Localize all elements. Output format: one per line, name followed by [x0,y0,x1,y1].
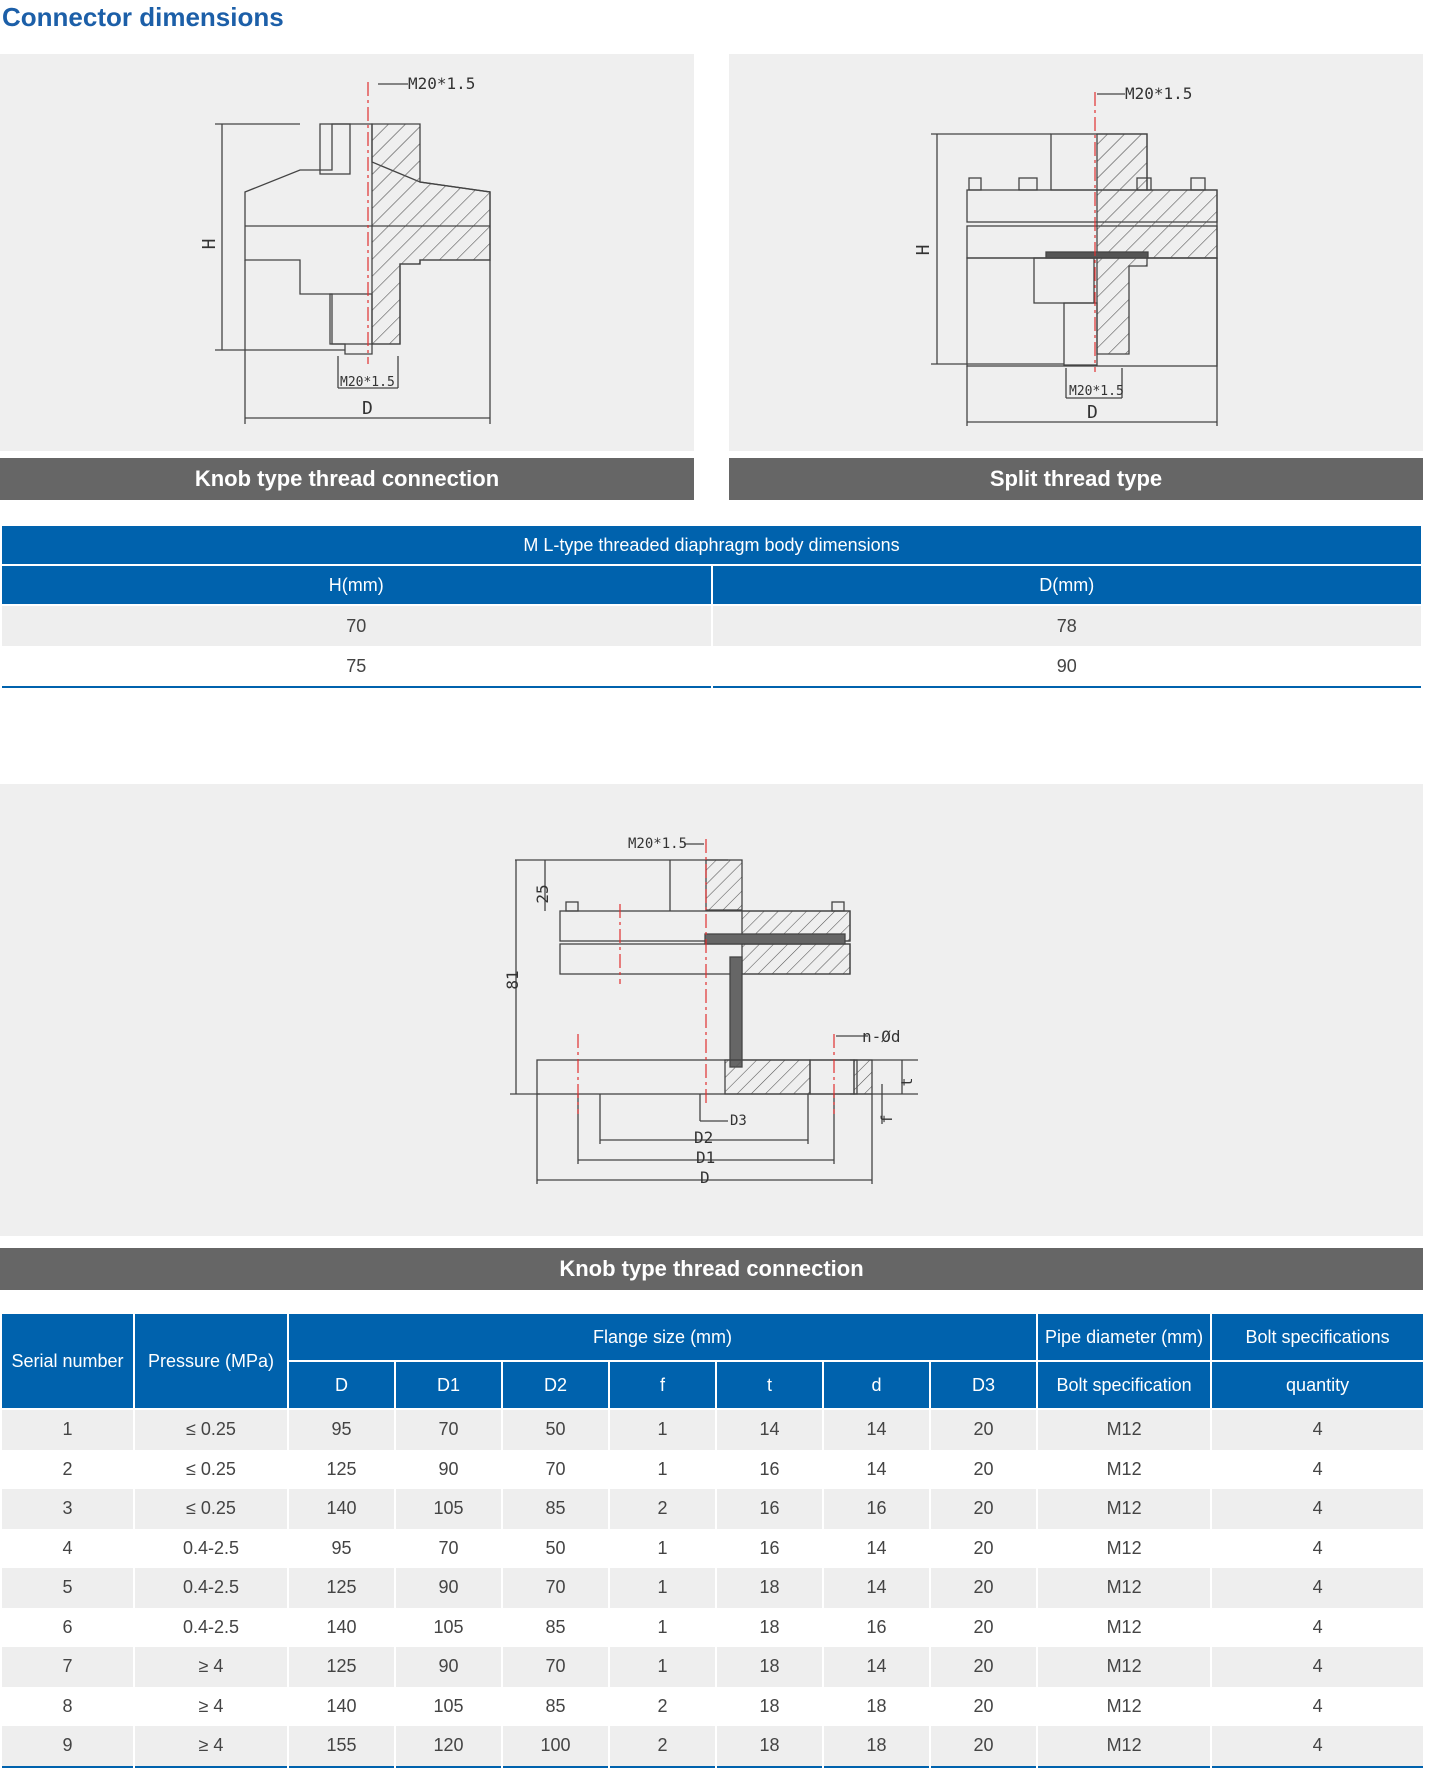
table-cell: 105 [395,1489,502,1529]
table-cell: 75 [1,646,712,687]
table-cell: 6 [1,1608,134,1648]
table-cell: ≤ 0.25 [134,1489,288,1529]
fig1-caption: Knob type thread connection [0,458,694,500]
table-cell: 20 [930,1726,1037,1767]
figure-knob-thread [0,54,694,451]
table-row [1,646,1422,687]
table-cell: 14 [823,1647,930,1687]
figure-flange-connection [0,784,1423,1236]
fig3-n-d-label: n-Ød [862,1027,901,1046]
table-cell: 1 [609,1409,716,1450]
table-cell: 1 [609,1608,716,1648]
table-cell: 90 [712,646,1423,687]
flange-size-table [0,1312,1425,1768]
table-cell: 20 [930,1647,1037,1687]
table-cell: 4 [1,1529,134,1569]
table-cell: ≥ 4 [134,1687,288,1727]
header-d: D [288,1361,395,1409]
table-cell: 14 [823,1409,930,1450]
table-cell: M12 [1037,1529,1211,1569]
fig1-h-label: H [199,238,220,250]
fig3-f-label: f [878,1114,896,1124]
table-cell: M12 [1037,1647,1211,1687]
header-d1: D1 [395,1361,502,1409]
table-cell: 70 [395,1529,502,1569]
table-cell: M12 [1037,1568,1211,1608]
table-cell: 18 [716,1687,823,1727]
table-cell: 140 [288,1489,395,1529]
table-cell: 125 [288,1647,395,1687]
table-cell: 4 [1211,1409,1424,1450]
table-cell: 105 [395,1608,502,1648]
table-cell: 140 [288,1687,395,1727]
table-cell: 85 [502,1608,609,1648]
fig3-dim-25: 25 [533,884,552,904]
fig1-d-label: D [362,398,373,419]
table-cell: 18 [823,1687,930,1727]
header-serial: Serial number [1,1313,134,1409]
fig2-h-label: H [913,244,934,256]
table-cell: 16 [716,1450,823,1490]
table-cell: M12 [1037,1409,1211,1450]
table-cell: 14 [823,1568,930,1608]
table-cell: 20 [930,1608,1037,1648]
header-d3: D3 [930,1361,1037,1409]
table-cell: 90 [395,1450,502,1490]
table-cell: ≥ 4 [134,1726,288,1767]
table-cell: 7 [1,1647,134,1687]
table-cell: 70 [395,1409,502,1450]
table-cell: 120 [395,1726,502,1767]
table-cell: M12 [1037,1489,1211,1529]
table-cell: 4 [1211,1647,1424,1687]
table-cell: 14 [823,1450,930,1490]
table-cell: 125 [288,1450,395,1490]
table-row [1,1529,1424,1569]
header-pressure: Pressure (MPa) [134,1313,288,1409]
page-title: Connector dimensions [2,2,284,32]
flange-table-body [1,1409,1424,1767]
table-cell: 50 [502,1409,609,1450]
table-cell: M12 [1037,1608,1211,1648]
header-flange: Flange size (mm) [288,1313,1037,1361]
table-cell: 1 [609,1568,716,1608]
table-cell: 78 [712,605,1423,646]
table-cell: 20 [930,1529,1037,1569]
fig3-t-label: t [898,1077,916,1087]
table-cell: 18 [716,1647,823,1687]
table-cell: 70 [502,1647,609,1687]
table-cell: 16 [823,1608,930,1648]
fig3-d-label: D [700,1168,710,1187]
header-f: f [609,1361,716,1409]
figure-split-thread [729,54,1423,451]
table-cell: 2 [609,1726,716,1767]
table-cell: 18 [823,1726,930,1767]
table1-header-h: H(mm) [1,565,712,605]
table-row [1,1608,1424,1648]
table-cell: 14 [823,1529,930,1569]
table-cell: 20 [930,1687,1037,1727]
fig3-d1-label: D1 [696,1148,716,1167]
table-row [1,1726,1424,1767]
table1-header-d: D(mm) [712,565,1423,605]
fig1-thread-top-label: M20*1.5 [408,74,476,93]
table-cell: 4 [1211,1529,1424,1569]
table-cell: 20 [930,1568,1037,1608]
table-cell: 4 [1211,1568,1424,1608]
table-row [1,1647,1424,1687]
fig3-d3-label: D3 [730,1113,747,1129]
table-cell: 95 [288,1529,395,1569]
table-cell: 2 [1,1450,134,1490]
table-cell: 14 [716,1409,823,1450]
header-bolt: Bolt specifications [1211,1313,1424,1361]
table-cell: 1 [1,1409,134,1450]
table-cell: 4 [1211,1608,1424,1648]
table-cell: 16 [716,1529,823,1569]
table-cell: 85 [502,1489,609,1529]
table-cell: 16 [716,1489,823,1529]
table-cell: 5 [1,1568,134,1608]
header-small-d: d [823,1361,930,1409]
table-cell: 4 [1211,1450,1424,1490]
header-d2: D2 [502,1361,609,1409]
table-cell: 8 [1,1687,134,1727]
fig2-caption: Split thread type [729,458,1423,500]
knob-thread-drawing [0,54,694,451]
split-thread-drawing [729,54,1423,451]
table-cell: 20 [930,1409,1037,1450]
table-cell: 0.4-2.5 [134,1568,288,1608]
table-cell: 1 [609,1529,716,1569]
table-cell: 85 [502,1687,609,1727]
table-row [1,605,1422,646]
table-row [1,1450,1424,1490]
fig2-thread-top-label: M20*1.5 [1125,84,1193,103]
header-t: t [716,1361,823,1409]
table-cell: 125 [288,1568,395,1608]
table-cell: 4 [1211,1687,1424,1727]
header-quantity: quantity [1211,1361,1424,1409]
table-cell: 70 [1,605,712,646]
table-cell: 16 [823,1489,930,1529]
table-cell: 18 [716,1568,823,1608]
fig3-thread-label: M20*1.5 [628,836,688,852]
table-cell: M12 [1037,1726,1211,1767]
table-cell: 4 [1211,1489,1424,1529]
table-cell: 155 [288,1726,395,1767]
table-cell: 1 [609,1450,716,1490]
table-cell: M12 [1037,1687,1211,1727]
table-cell: 95 [288,1409,395,1450]
fig1-thread-bottom-label: M20*1.5 [340,375,395,390]
table-cell: 90 [395,1568,502,1608]
table-cell: 20 [930,1489,1037,1529]
fig2-thread-bottom-label: M20*1.5 [1069,384,1124,399]
table-row [1,1489,1424,1529]
table-cell: 70 [502,1450,609,1490]
table-row [1,1687,1424,1727]
table-cell: 70 [502,1568,609,1608]
header-bolt-spec: Bolt specification [1037,1361,1211,1409]
table-cell: 140 [288,1608,395,1648]
table-cell: 4 [1211,1726,1424,1767]
fig3-caption: Knob type thread connection [0,1248,1423,1290]
table-cell: 2 [609,1489,716,1529]
table-cell: 18 [716,1608,823,1648]
table-cell: ≥ 4 [134,1647,288,1687]
table-cell: 0.4-2.5 [134,1529,288,1569]
table-cell: 100 [502,1726,609,1767]
table-row [1,1409,1424,1450]
flange-drawing [0,784,1423,1236]
table-cell: 3 [1,1489,134,1529]
table-cell: 50 [502,1529,609,1569]
table-cell: 0.4-2.5 [134,1608,288,1648]
body-dimensions-table [0,524,1423,688]
table-cell: M12 [1037,1450,1211,1490]
table-cell: 105 [395,1687,502,1727]
table-cell: ≤ 0.25 [134,1409,288,1450]
table-cell: 9 [1,1726,134,1767]
table1-title: M L-type threaded diaphragm body dimensions [1,525,1422,565]
fig3-dim-81: 81 [503,970,522,990]
table-cell: 20 [930,1450,1037,1490]
table-row [1,1568,1424,1608]
table-cell: 1 [609,1647,716,1687]
table-cell: 90 [395,1647,502,1687]
table-cell: ≤ 0.25 [134,1450,288,1490]
header-pipe: Pipe diameter (mm) [1037,1313,1211,1361]
fig2-d-label: D [1087,402,1098,423]
fig3-d2-label: D2 [694,1128,714,1147]
table-cell: 2 [609,1687,716,1727]
table-cell: 18 [716,1726,823,1767]
